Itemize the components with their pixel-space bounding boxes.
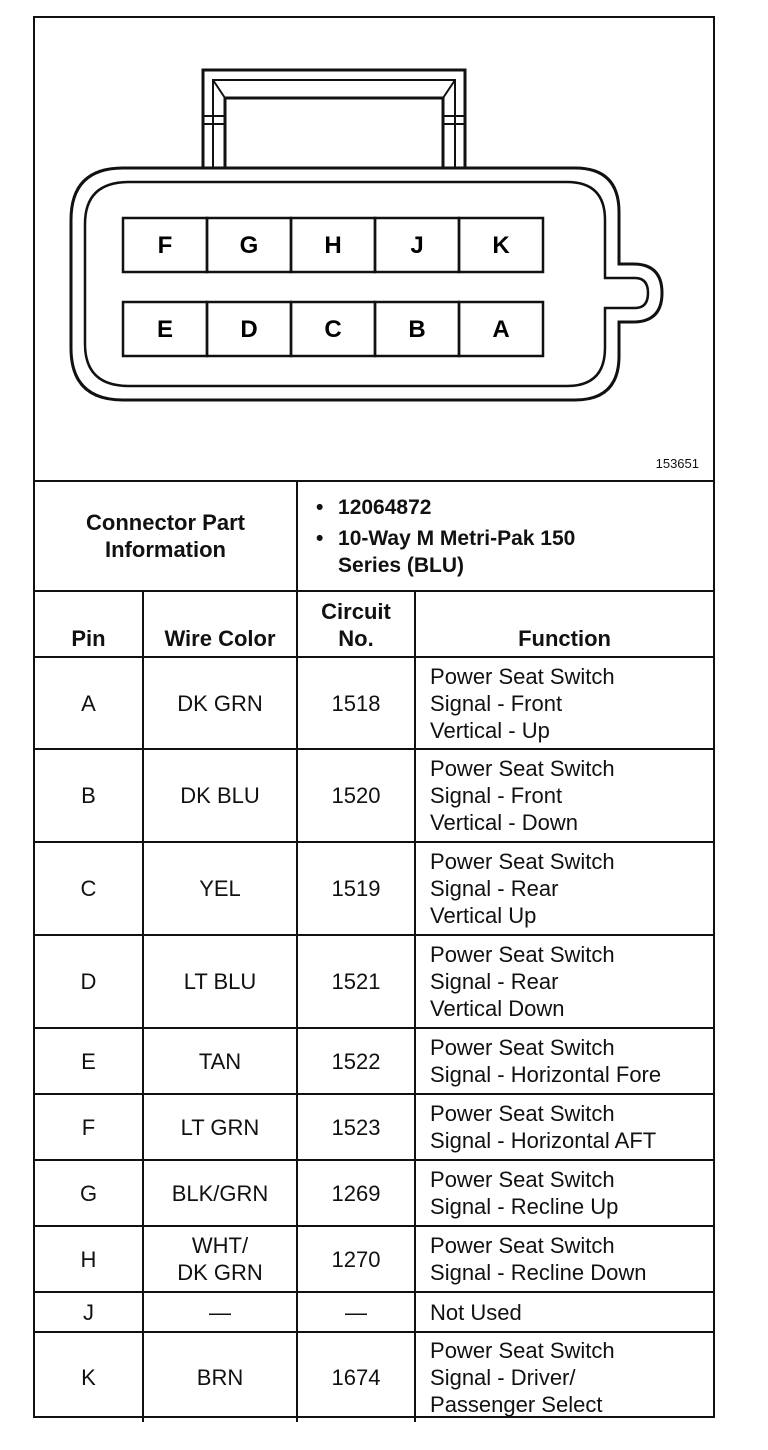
pin-cavity-label: H	[324, 232, 342, 259]
part-number: • 12064872	[338, 494, 713, 521]
header-pin: Pin	[35, 591, 143, 657]
top-row-cavities	[123, 218, 543, 272]
header-circuit-no: Circuit No.	[297, 591, 415, 657]
pin-row	[35, 1160, 713, 1226]
cell-line: DK GRN	[177, 1260, 263, 1285]
connector-part-label	[35, 481, 297, 591]
pin-row	[35, 749, 713, 842]
cell-line: Power Seat Switch	[430, 756, 615, 781]
wire-color-cell	[143, 1332, 297, 1422]
pin-row	[35, 657, 713, 749]
connector-part-label-line: Information	[105, 537, 226, 562]
cell-line: —	[209, 1299, 231, 1325]
cell-line: Not Used	[430, 1299, 522, 1325]
cell-line: BLK/GRN	[171, 1180, 269, 1206]
connector-part-values	[297, 481, 713, 591]
pin-row	[35, 842, 713, 935]
pin-row	[35, 1226, 713, 1292]
cell-line: Signal - Driver/	[430, 1365, 576, 1390]
pin-cavity-label: F	[157, 232, 173, 259]
circuit-cell: 1270	[297, 1226, 415, 1292]
pin-cavity-label: E	[156, 316, 174, 343]
wire-color-cell	[143, 1292, 297, 1332]
pin-row	[35, 1094, 713, 1160]
cell-line: Power Seat Switch	[430, 1233, 615, 1258]
pin-row	[35, 1028, 713, 1094]
connector-end-view-sheet	[33, 16, 715, 1418]
cell-line: Vertical Down	[430, 996, 565, 1021]
pinout-table	[35, 480, 713, 1422]
latch-mid	[213, 80, 455, 168]
wire-color-cell	[143, 842, 297, 935]
pin-cavity-label: A	[492, 316, 510, 343]
circuit-cell: —	[297, 1292, 415, 1332]
connector-end-view-drawing	[35, 18, 713, 480]
cell-line: Power Seat Switch	[430, 663, 615, 689]
header-wire-color: Wire Color	[143, 591, 297, 657]
cell-line: Signal - Front	[430, 783, 563, 808]
cell-line: DK BLU	[180, 783, 260, 808]
cell-line: DK GRN	[177, 690, 263, 716]
circuit-cell: 1522	[297, 1028, 415, 1094]
cell-line: BRN	[196, 1365, 244, 1390]
pin-row	[35, 1292, 713, 1332]
pin-cell: K	[35, 1332, 143, 1422]
latch-outer	[203, 70, 465, 168]
function-cell	[415, 1028, 713, 1094]
cell-line: Vertical - Up	[430, 717, 550, 743]
wire-color-cell	[143, 657, 297, 749]
pin-cell: F	[35, 1094, 143, 1160]
cell-line: Power Seat Switch	[430, 1167, 615, 1192]
circuit-cell: 1520	[297, 749, 415, 842]
circuit-cell: 1518	[297, 657, 415, 749]
connector-diagram	[35, 18, 713, 482]
pin-cell: C	[35, 842, 143, 935]
function-cell	[415, 657, 713, 749]
function-cell	[415, 1094, 713, 1160]
pin-cell: H	[35, 1226, 143, 1292]
function-cell	[415, 842, 713, 935]
pin-cavity-label: C	[324, 316, 342, 343]
cell-line: Signal - Recline Down	[430, 1260, 647, 1285]
cell-line: WHT/	[191, 1233, 249, 1258]
circuit-cell: 1269	[297, 1160, 415, 1226]
wire-color-cell	[143, 1094, 297, 1160]
circuit-cell: 1521	[297, 935, 415, 1028]
wire-color-cell	[143, 1028, 297, 1094]
function-cell	[415, 1160, 713, 1226]
cell-line: Signal - Recline Up	[430, 1194, 619, 1219]
cell-line: Signal - Rear	[430, 876, 559, 901]
connector-part-label-line: Connector Part	[86, 510, 245, 535]
pin-cavity-label: K	[492, 232, 510, 259]
cell-line: LT BLU	[183, 969, 257, 994]
function-cell	[415, 1292, 713, 1332]
pin-cavity-label: G	[239, 232, 259, 259]
pin-row	[35, 935, 713, 1028]
cell-line: YEL	[199, 876, 241, 901]
cell-line: Vertical - Down	[430, 810, 578, 835]
cell-line: Power Seat Switch	[430, 849, 615, 874]
cell-line: Passenger Select	[430, 1392, 603, 1417]
bottom-row-cavities	[123, 302, 543, 356]
wire-color-cell	[143, 1160, 297, 1226]
pin-cell: B	[35, 749, 143, 842]
housing-outer	[71, 168, 662, 400]
pin-cavity-label: J	[410, 232, 424, 259]
cell-line: Vertical Up	[430, 903, 537, 928]
function-cell	[415, 1332, 713, 1422]
function-cell	[415, 935, 713, 1028]
latch-inner	[225, 98, 443, 168]
pin-cell: E	[35, 1028, 143, 1094]
cell-line: Signal - Horizontal Fore	[430, 1062, 662, 1087]
pin-row	[35, 1332, 713, 1422]
cell-line: Signal - Front	[430, 690, 563, 716]
pin-cell: D	[35, 935, 143, 1028]
pin-cell: A	[35, 657, 143, 749]
wire-color-cell	[143, 749, 297, 842]
pin-cell: G	[35, 1160, 143, 1226]
circuit-cell: 1674	[297, 1332, 415, 1422]
function-cell	[415, 1226, 713, 1292]
connector-part-row	[35, 481, 713, 591]
figure-id: 153651	[655, 456, 699, 471]
cell-line: Power Seat Switch	[430, 1035, 615, 1060]
function-cell	[415, 749, 713, 842]
cell-line: Signal - Horizontal AFT	[430, 1128, 657, 1153]
cell-line: Power Seat Switch	[430, 1338, 615, 1363]
circuit-cell: 1523	[297, 1094, 415, 1160]
wire-color-cell	[143, 935, 297, 1028]
circuit-cell: 1519	[297, 842, 415, 935]
pin-cavity-label: D	[240, 316, 258, 343]
cell-line: Power Seat Switch	[430, 1101, 615, 1126]
pin-cavity-label: B	[408, 316, 426, 343]
cell-line: LT GRN	[180, 1114, 260, 1140]
wire-color-cell	[143, 1226, 297, 1292]
header-function: Function	[415, 591, 713, 657]
cell-line: TAN	[198, 1048, 242, 1074]
cell-line: Signal - Rear	[430, 969, 559, 994]
pin-cell: J	[35, 1292, 143, 1332]
connector-description: • 10-Way M Metri-Pak 150 Series (BLU)	[338, 525, 713, 579]
header-row	[35, 591, 713, 657]
cell-line: Power Seat Switch	[430, 942, 615, 967]
